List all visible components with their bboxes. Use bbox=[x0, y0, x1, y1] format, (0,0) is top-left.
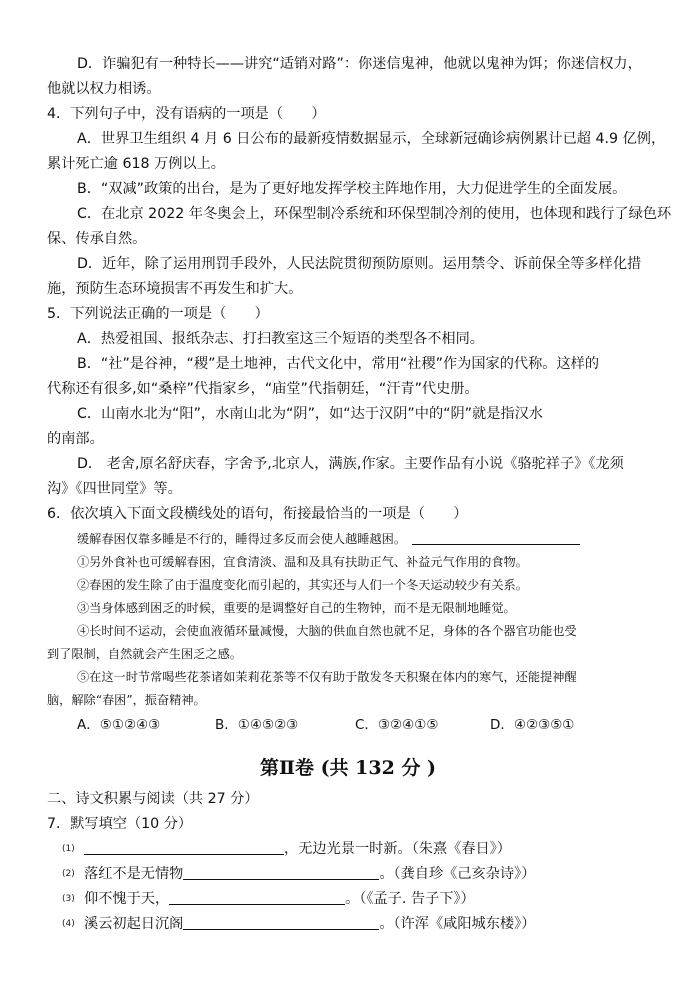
q4-option-d-line2: 施，预防生态环境损害不再发生和扩大。 bbox=[47, 281, 303, 297]
fill-blank-4[interactable] bbox=[183, 915, 379, 930]
fill-number: (3) bbox=[62, 894, 75, 904]
q6-option-d: D．④②③⑤① bbox=[490, 717, 575, 733]
fill-blank-3[interactable] bbox=[169, 890, 345, 905]
fill-before: 落红不是无情物 bbox=[84, 866, 184, 882]
q4-option-c-line1: C．在北京 2022 年冬奥会上，环保型制冷系统和环保型制冷剂的使用，也体现和践行了绿色环 bbox=[77, 206, 672, 222]
q6-sentence-4-line2: 到了限制，自然就会产生困乏之感。 bbox=[47, 647, 242, 661]
q5-option-d-line2: 沟》《四世同堂》等。 bbox=[47, 481, 182, 497]
q6-sentence-4-line1: ④长时间不运动，会使血液循环量减慢，大脑的供血自然也就不足，身体的各个器官功能也受 bbox=[77, 624, 577, 638]
fill-number: (2) bbox=[62, 869, 75, 879]
q3-option-d-line1: D．诈骗犯有一种特长——讲究“适销对路”：你迷信鬼神，他就以鬼神为饵；你迷信权力， bbox=[77, 56, 642, 72]
fill-after: 。（《孟子. 告子下》） bbox=[345, 891, 475, 907]
fill-line-1 bbox=[62, 840, 511, 858]
q5-option-b-line1: B．“社”是谷神，“稷”是土地神，古代文化中，常用“社稷”作为国家的代称。这样的 bbox=[77, 356, 600, 372]
fill-after: ，无边光景一时新。（朱熹《春日》） bbox=[284, 841, 511, 857]
q4-stem: 4．下列句子中，没有语病的一项是（ ） bbox=[47, 106, 326, 122]
q4-option-c-line2: 保、传承自然。 bbox=[47, 231, 147, 247]
section-title: 第Ⅱ卷 (共 132 分 ) bbox=[259, 757, 437, 779]
q7-stem: 7．默写填空（10 分） bbox=[47, 816, 193, 832]
fill-after: 。（龚自珍《己亥杂诗》） bbox=[379, 866, 536, 882]
fill-before: 仰不愧于天， bbox=[84, 891, 170, 907]
q6-option-c: C．③②④①⑤ bbox=[355, 717, 439, 733]
fill-blank-1[interactable] bbox=[84, 840, 284, 855]
fill-after: 。（许浑《咸阳城东楼》） bbox=[379, 916, 536, 932]
q6-passage bbox=[77, 530, 580, 548]
q5-option-c-line2: 的南部。 bbox=[47, 431, 104, 447]
q6-option-b: B．①④⑤②③ bbox=[215, 717, 299, 733]
q6-sentence-5-line2: 脑，解除“春困”，振奋精神。 bbox=[47, 693, 206, 707]
q4-option-a-line1: A．世界卫生组织 4 月 6 日公布的最新疫情数据显示，全球新冠确诊病例累计已超 4.9 亿例， bbox=[77, 131, 666, 147]
q6-sentence-5-line1: ⑤在这一时节常喝些花茶诸如茉莉花茶等不仅有助于散发冬天积聚在体内的寒气，还能提神醒 bbox=[77, 670, 577, 684]
q6-answer-blank bbox=[412, 530, 580, 545]
q3-option-d-line2: 他就以权力相诱。 bbox=[47, 81, 161, 97]
fill-line-2 bbox=[62, 865, 535, 883]
q4-option-b: B．“双减”政策的出台，是为了更好地发挥学校主阵地作用，大力促进学生的全面发展。 bbox=[77, 181, 627, 197]
q5-option-d-line1: D． 老舍,原名舒庆春，字舍予,北京人，满族,作家。主要作品有小说《骆驼祥子》《龙须 bbox=[77, 456, 624, 472]
fill-blank-2[interactable] bbox=[183, 865, 379, 880]
q5-option-a: A．热爱祖国、报纸杂志、打扫教室这三个短语的类型各不相同。 bbox=[77, 331, 484, 347]
fill-line-3 bbox=[62, 890, 475, 908]
q4-option-d-line1: D．近年，除了运用刑罚手段外，人民法院贯彻预防原则。运用禁令、诉前保全等多样化措 bbox=[77, 256, 642, 272]
q5-stem: 5．下列说法正确的一项是（ ） bbox=[47, 306, 269, 322]
q6-sentence-1: ①另外食补也可缓解春困，宜食清淡、温和及具有扶助正气、补益元气作用的食物。 bbox=[77, 555, 528, 569]
q4-option-a-line2: 累计死亡逾 618 万例以上。 bbox=[47, 156, 225, 172]
q6-sentence-3: ③当身体感到困乏的时候，重要的是调整好自己的生物钟，而不是无限制地睡觉。 bbox=[77, 601, 516, 615]
fill-number: (4) bbox=[62, 919, 75, 929]
q5-option-c-line1: C．山南水北为“阳”，水南山北为“阴”，如“达于汉阴”中的“阴”就是指汉水 bbox=[77, 406, 543, 422]
part-heading: 二、诗文积累与阅读（共 27 分） bbox=[47, 791, 259, 807]
q5-option-b-line2: 代称还有很多,如“桑梓”代指家乡，“庙堂”代指朝廷，“汗青”代史册。 bbox=[47, 381, 479, 397]
fill-number: (1) bbox=[62, 844, 75, 854]
fill-before: 溪云初起日沉阁 bbox=[84, 916, 184, 932]
q6-option-a: A．⑤①②④③ bbox=[77, 717, 161, 733]
q6-stem: 6．依次填入下面文段横线处的语句，衔接最恰当的一项是（ ） bbox=[47, 506, 468, 522]
q6-passage-text: 缓解春困仅靠多睡是不行的，睡得过多反而会使人越睡越困。 bbox=[77, 532, 407, 546]
q6-sentence-2: ②春困的发生除了由于温度变化而引起的，其实还与人们一个冬天运动较少有关系。 bbox=[77, 578, 528, 592]
fill-line-4 bbox=[62, 915, 535, 933]
